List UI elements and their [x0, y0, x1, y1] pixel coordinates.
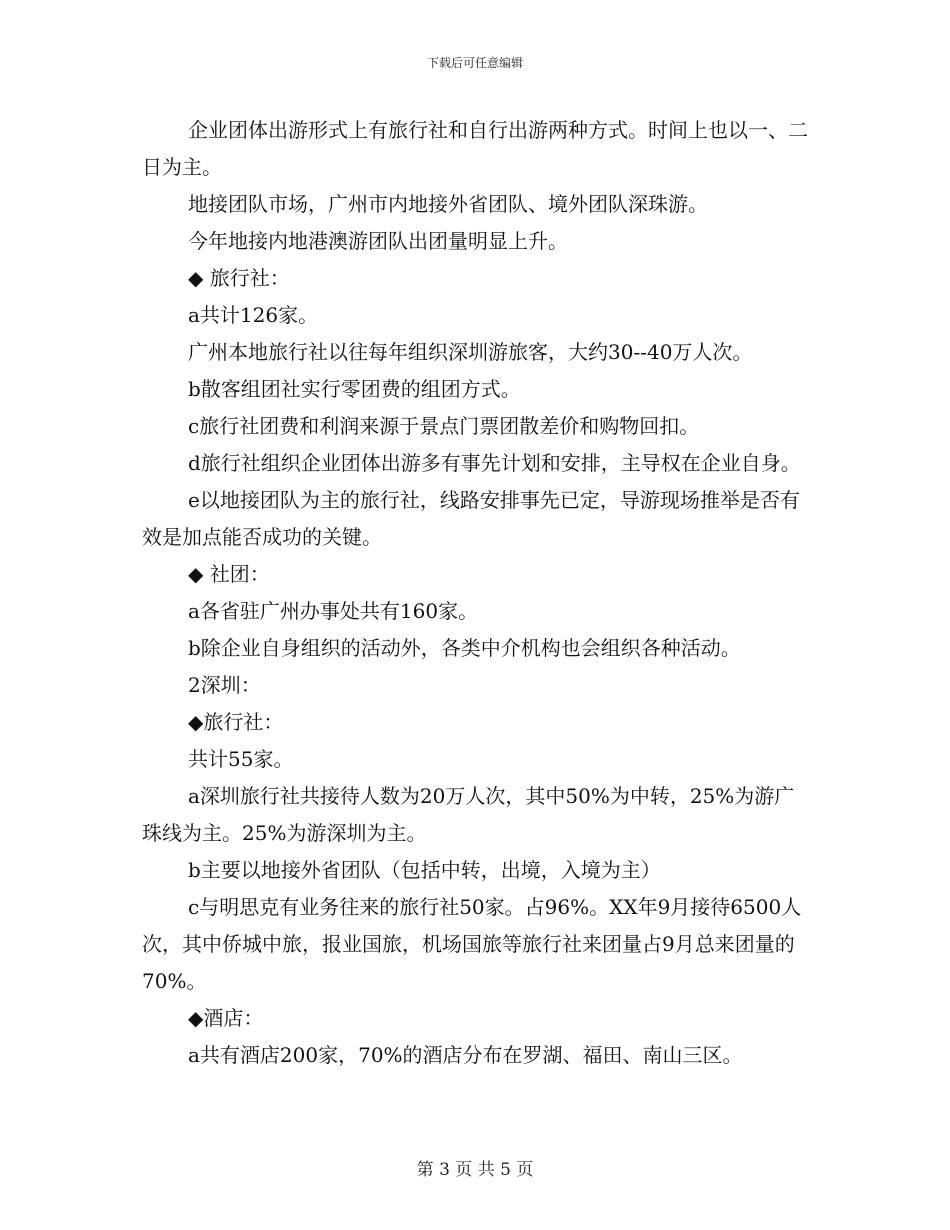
list-item: a共有酒店200家，70%的酒店分布在罗湖、福田、南山三区。: [188, 1043, 743, 1067]
section-heading: ◆ 旅行社：: [188, 266, 290, 290]
list-item: e以地接团队为主的旅行社，线路安排事先已定，导游现场推举是否有效是加点能否成功的关键。: [142, 488, 800, 549]
page-header: 下载后可任意编辑: [426, 56, 523, 70]
section-heading: ◆旅行社：: [188, 710, 284, 734]
list-item: d旅行社组织企业团体出游多有事先计划和安排，主导权在企业自身。: [188, 451, 801, 475]
section-heading: ◆ 社团：: [188, 562, 270, 586]
paragraph: 今年地接内地港澳游团队出团量明显上升。: [188, 229, 568, 253]
list-item: a深圳旅行社共接待人数为20万人次，其中50%为中转，25%为游广珠线为主。25%为游深圳为主。: [142, 784, 795, 845]
paragraph: 共计55家。: [188, 747, 294, 771]
paragraph: 企业团体出游形式上有旅行社和自行出游两种方式。时间上也以一、二日为主。: [142, 118, 808, 179]
list-item: a各省驻广州办事处共有160家。: [188, 599, 479, 623]
section-heading: 2深圳：: [188, 673, 261, 697]
section-heading: ◆酒店：: [188, 1006, 264, 1030]
list-item: c旅行社团费和利润来源于景点门票团散差价和购物回扣。: [188, 414, 700, 438]
document-body: [142, 112, 814, 1074]
list-item: b除企业自身组织的活动外，各类中介机构也会组织各种活动。: [188, 636, 741, 660]
list-item: c与明思克有业务往来的旅行社50家。占96%。XX年9月接待6500人次，其中侨城中旅，报业国旅，机场国旅等旅行社来团量占9月总来团量的70%。: [142, 895, 802, 993]
list-item: b散客组团社实行零团费的组团方式。: [188, 377, 521, 401]
page-footer: 第 3 页 共 5 页: [416, 1160, 534, 1180]
paragraph: 广州本地旅行社以往每年组织深圳游旅客，大约30--40万人次。: [188, 340, 753, 364]
paragraph: 地接团队市场，广州市内地接外省团队、境外团队深珠游。: [188, 192, 708, 216]
list-item: a共计126家。: [188, 303, 319, 327]
list-item: b主要以地接外省团队（包括中转，出境，入境为主）: [188, 858, 661, 882]
